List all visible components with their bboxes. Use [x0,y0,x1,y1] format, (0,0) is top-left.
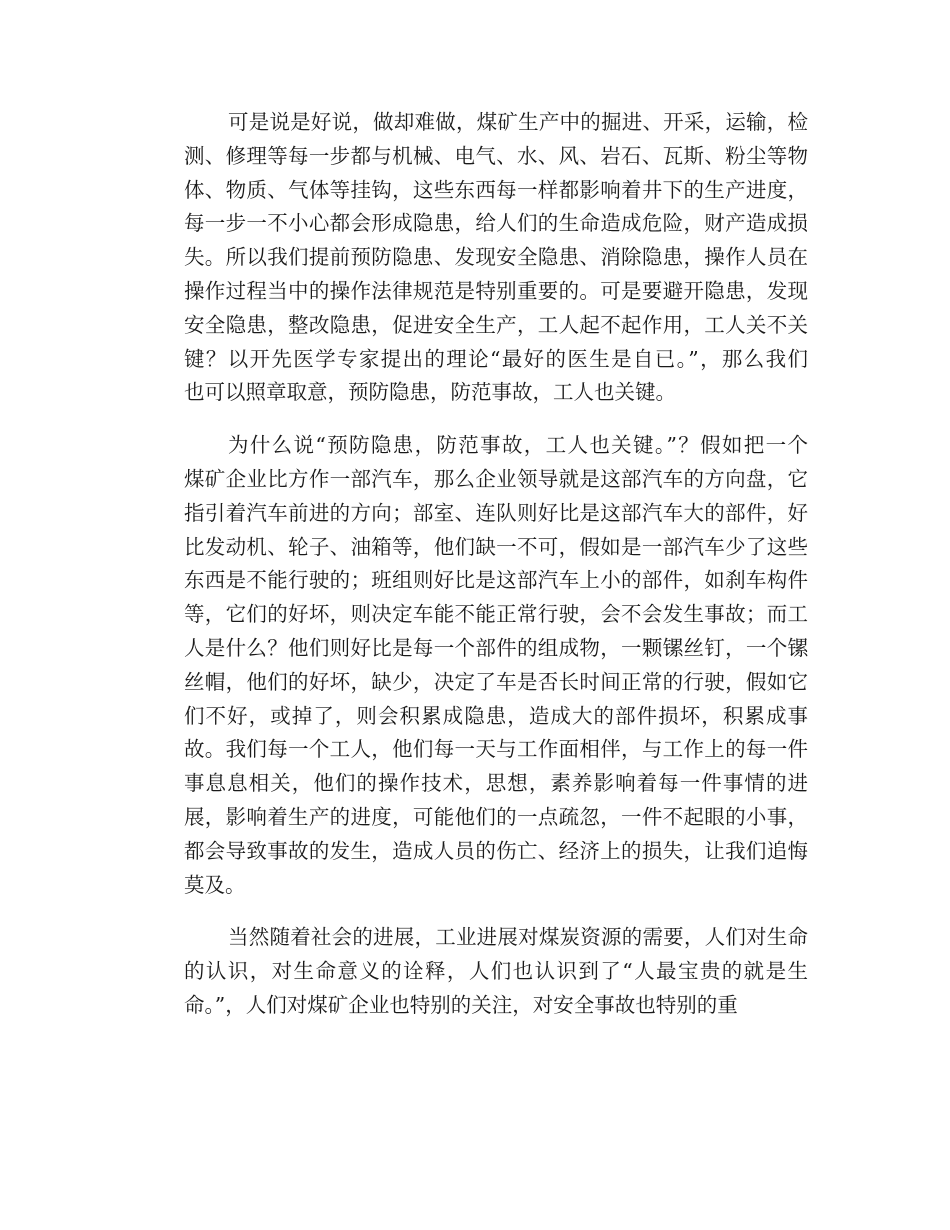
text-line: 事息息相关，他们的操作技术，思想，素养影响着每一件事情的进 [184,771,808,796]
text-line: 失。所以我们提前预防隐患、发现安全隐患、消除隐患，操作人员在 [184,245,808,270]
paragraph-3 [143,921,808,1022]
text-line: 丝帽，他们的好坏，缺少，决定了车是否长时间正常的行驶，假如它 [184,669,808,694]
text-line: 为什么说“预防隐患，防范事故，工人也关键。”？假如把一个 [228,433,808,458]
paragraph-1 [143,106,808,410]
text-line: 指引着汽车前进的方向；部室、连队则好比是这部汽车大的部件，好 [184,500,808,525]
text-line: 也可以照章取意，预防隐患，防范事故，工人也关键。 [184,380,676,405]
text-line: 都会导致事故的发生，造成人员的伤亡、经济上的损失，让我们追悔 [184,838,808,863]
text-line: 比发动机、轮子、油箱等，他们缺一不可，假如是一部汽车少了这些 [184,534,808,559]
text-line: 体、物质、气体等挂钩，这些东西每一样都影响着井下的生产进度， [184,177,808,202]
text-line: 东西是不能行驶的；班组则好比是这部汽车上小的部件，如刹车构件 [184,568,808,593]
text-line: 的认识，对生命意义的诠释，人们也认识到了“人最宝贵的就是生 [184,959,808,984]
document-page [143,106,808,1042]
text-line: 操作过程当中的操作法律规范是特别重要的。可是要避开隐患，发现 [184,278,808,303]
text-line: 键？以开先医学专家提出的理论“最好的医生是自已。”，那么我们 [184,346,808,371]
text-line: 们不好，或掉了，则会积累成隐患，造成大的部件损坏，积累成事 [184,703,808,728]
text-line: 当然随着社会的进展，工业进展对煤炭资源的需要，人们对生命 [228,925,808,950]
text-line: 安全隐患，整改隐患，促进安全生产，工人起不起作用，工人关不关 [184,312,808,337]
text-line: 人是什么？他们则好比是每一个部件的组成物，一颗镙丝钉，一个镙 [184,635,808,660]
text-line: 测、修理等每一步都与机械、电气、水、风、岩石、瓦斯、粉尘等物 [184,143,808,168]
text-line: 等，它们的好坏，则决定车能不能正常行驶，会不会发生事故；而工 [184,602,808,627]
text-line: 莫及。 [184,872,246,897]
text-line: 可是说是好说，做却难做，煤矿生产中的掘进、开采，运输，检 [228,110,808,134]
paragraph-2 [143,429,808,902]
text-line: 煤矿企业比方作一部汽车，那么企业领导就是这部汽车的方向盘，它 [184,466,808,491]
text-line: 命。”，人们对煤矿企业也特别的关注，对安全事故也特别的重 [184,992,738,1017]
text-line: 故。我们每一个工人，他们每一天与工作面相伴，与工作上的每一件 [184,737,808,762]
text-line: 每一步一不小心都会形成隐患，给人们的生命造成危险，财产造成损 [184,211,808,236]
text-line: 展，影响着生产的进度，可能他们的一点疏忽，一件不起眼的小事， [184,804,808,829]
